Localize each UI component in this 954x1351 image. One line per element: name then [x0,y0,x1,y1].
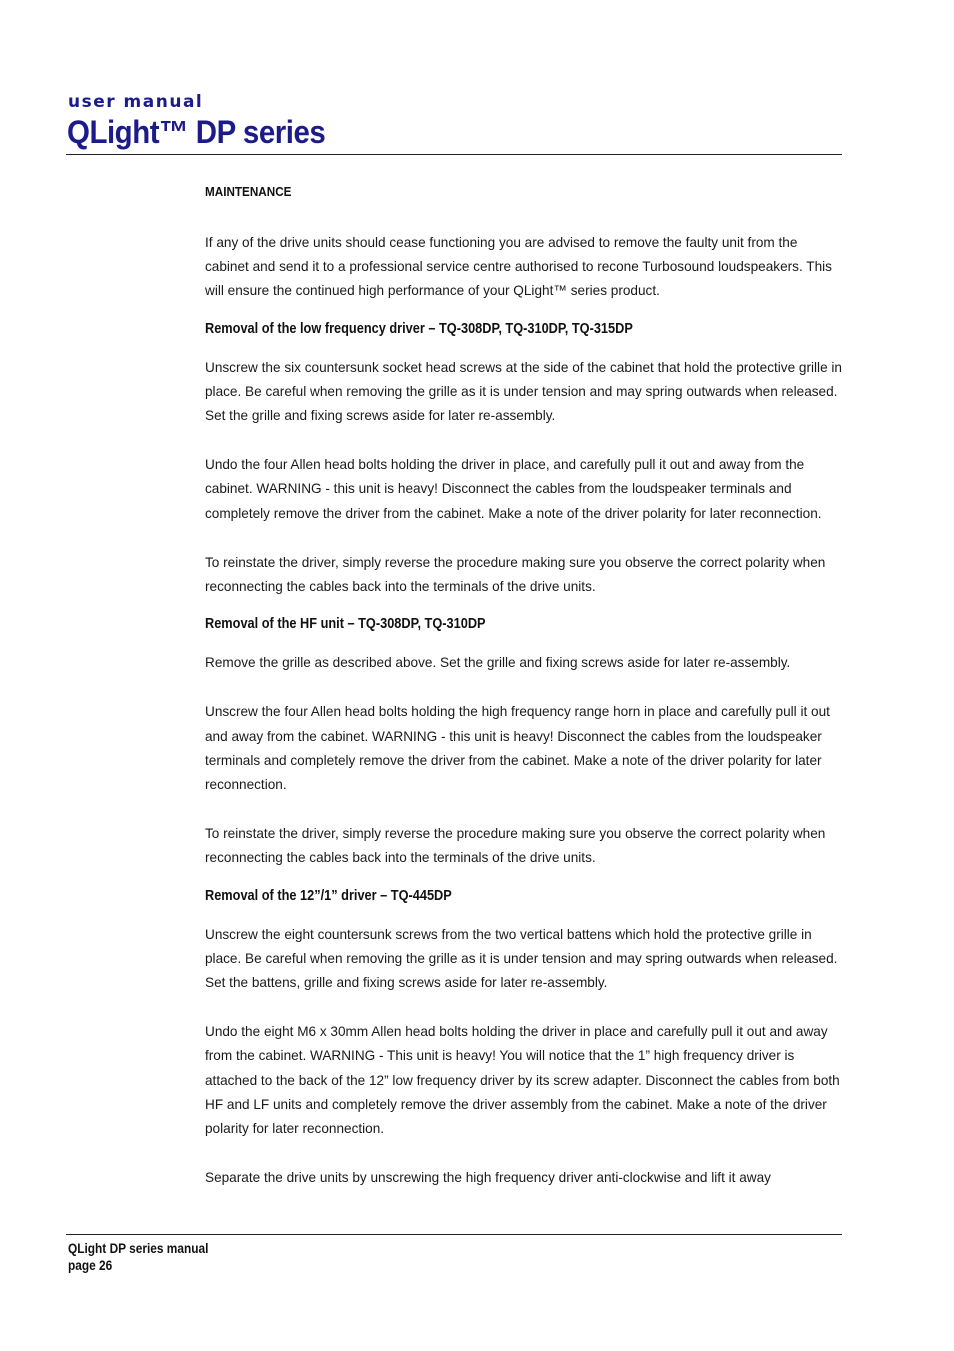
section-label: MAINTENANCE [205,184,292,199]
paragraph: Unscrew the eight countersunk screws from the two vertical battens which hold the protective grille in place. Be careful when removing the grille as it is under tension and may spring outwards when released. Set the battens, grille and fixing screws aside for later re-assembly. [205,926,838,991]
paragraph: Unscrew the six countersunk socket head screws at the side of the cabinet that hold the protective grille in place. Be careful when removing the grille as it is under tension and may spring outwards when released. Set the grille and fixing screws aside for later re-assembly. [205,359,842,424]
section-heading-lf-driver: Removal of the low frequency driver – TQ-308DP, TQ-310DP, TQ-315DP [205,320,633,337]
paragraph: Undo the four Allen head bolts holding the driver in place, and carefully pull it out and away from the cabinet. WARNING - this unit is heavy! Disconnect the cables from the loudspeaker terminals and completely remove the driver from the cabinet. Make a note of the driver polarity for later reconnection. [205,457,822,521]
page-footer [68,1240,208,1274]
paragraph: Separate the drive units by unscrewing the high frequency driver anti-clockwise and lift it away [205,1170,771,1186]
footer-page-number: page 26 [68,1258,113,1273]
intro-paragraph: If any of the drive units should cease functioning you are advised to remove the faulty unit from the cabinet and send it to a professional service centre authorised to recone Turbosound loudspeakers. This will ensure the continued high performance of your QLight™ series product. [205,235,832,299]
paragraph: To reinstate the driver, simply reverse the procedure making sure you observe the correct polarity when reconnecting the cables back into the terminals of the drive units. [205,554,826,595]
section-heading-12-1-driver: Removal of the 12”/1” driver – TQ-445DP [205,887,452,904]
paragraph: Undo the eight M6 x 30mm Allen head bolts holding the driver in place and carefully pull it out and away from the cabinet. WARNING - This unit is heavy! You will notice that the 1” high frequency driver is attached to the back of the 12” low frequency driver by its screw adapter. Disconnect the cables from both HF and LF units and completely remove the driver assembly from the cabinet. Make a note of the driver polarity for later reconnection. [205,1024,840,1137]
document-body [205,183,845,1190]
header-divider [66,154,842,155]
paragraph: Remove the grille as described above. Set the grille and fixing screws aside for later re-assembly. [205,655,791,671]
footer-divider [66,1234,842,1235]
footer-manual-name: QLight DP series manual [68,1241,209,1256]
page-title: QLight™ DP series [67,114,326,150]
header-subtitle: user manual [68,92,204,112]
section-heading-hf-unit: Removal of the HF unit – TQ-308DP, TQ-310DP [205,616,486,633]
paragraph: Unscrew the four Allen head bolts holding the high frequency range horn in place and carefully pull it out and away from the cabinet. WARNING - this unit is heavy! Disconnect the cables from the loudspeaker terminals and completely remove the driver from the cabinet. Make a note of the driver polarity for later reconnection. [205,704,830,793]
paragraph: To reinstate the driver, simply reverse the procedure making sure you observe the correct polarity when reconnecting the cables back into the terminals of the drive units. [205,826,826,866]
